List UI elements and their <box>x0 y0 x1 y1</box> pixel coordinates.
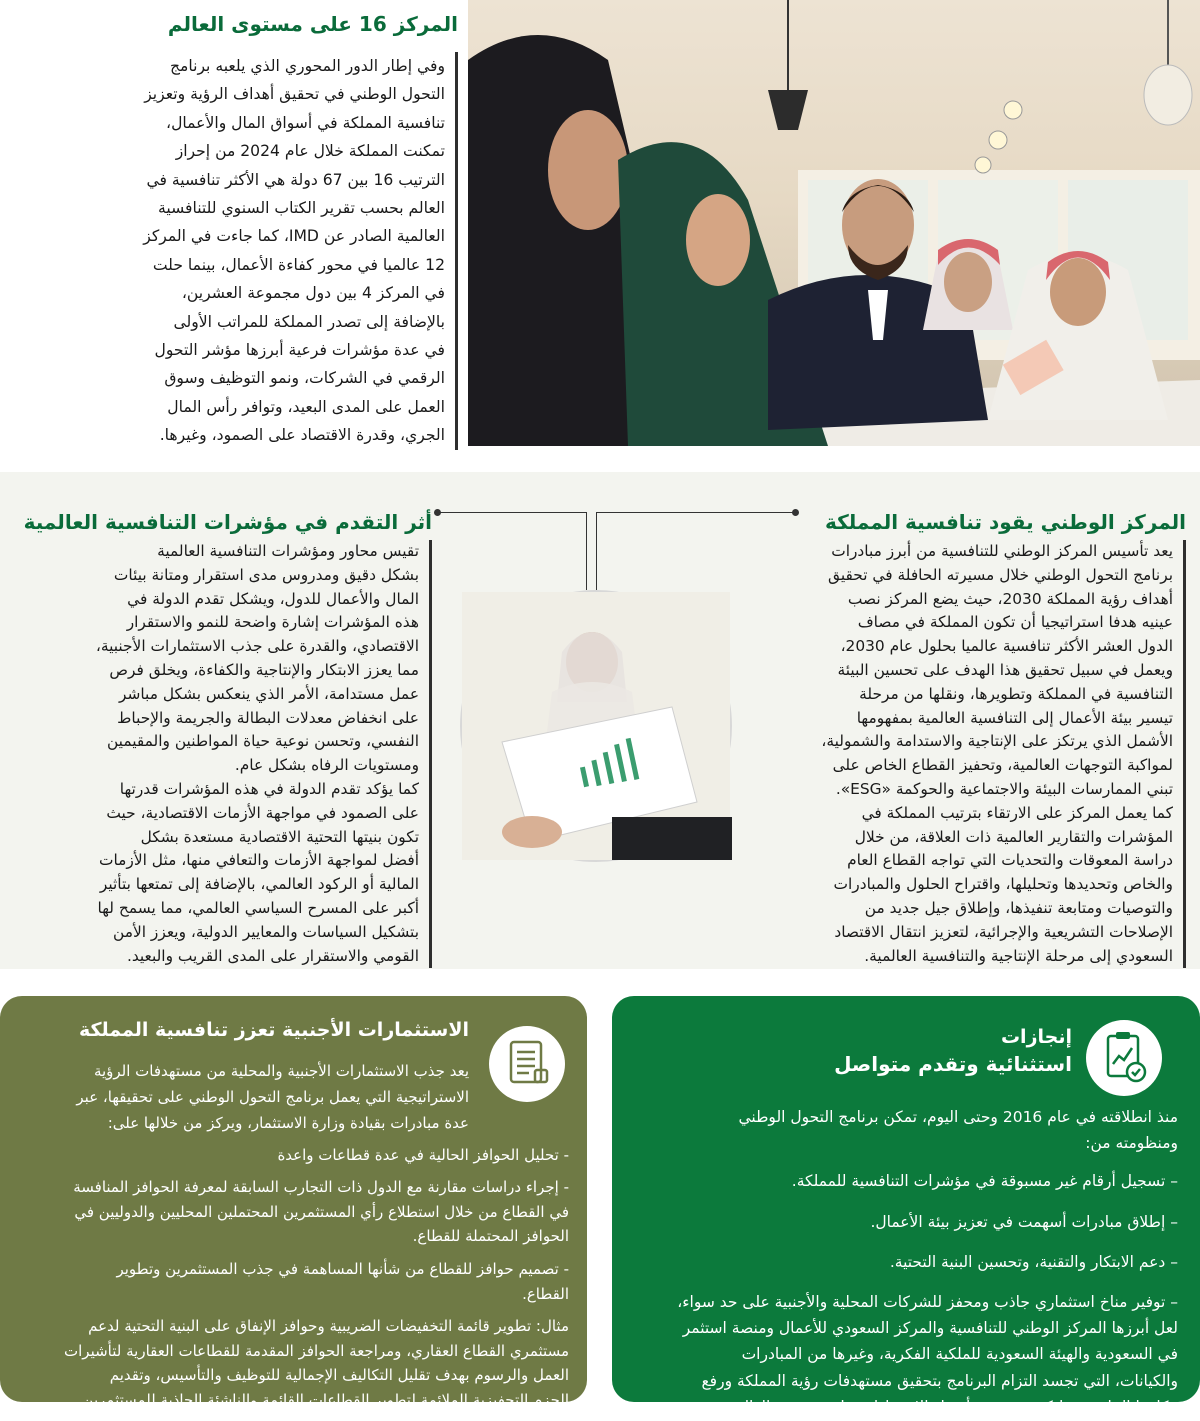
competitiveness-impact-line: أكبر على المسرح السياسي العالمي، مما يسمح لها <box>97 898 419 917</box>
national-center-line: لمواكبة التوجهات العالمية، وتحفيز القطاع الخاص على <box>832 756 1173 775</box>
rank-16-line: العمل على المدى البعيد، وتوافر رأس المال <box>167 397 445 416</box>
national-center-line: تيسير بيئة الأعمال إلى التنافسية العالمية بمفهومها <box>856 708 1173 727</box>
laptop <box>612 817 732 860</box>
foreign-investment-panel <box>0 996 587 1409</box>
rank-16-line: في عدة مؤشرات فرعية أبرزها مؤشر التحول <box>154 341 445 360</box>
national-center-line: أهداف رؤية المملكة 2030، حيث يضع المركز نصب <box>847 589 1173 608</box>
achievements-bullet: – دعم الابتكار والتقنية، وتحسين البنية التحتية. <box>889 1252 1178 1271</box>
achievements-panel <box>612 996 1200 1416</box>
competitiveness-impact-line: النفسي، وتحسن نوعية حياة المواطنين والمقيمين <box>106 732 419 751</box>
competitiveness-impact-line: المال والأعمال للدول، ويشكل تقدم الدولة في <box>127 589 419 608</box>
foreign-investment-item-line: العمل والرسوم بهدف تقليل التكاليف الإجمالية للتوظيف والتأسيس، وتقديم <box>109 1366 569 1385</box>
foreign-investment-item-line: مثال: تطوير قائمة التخفيضات الضريبية وحوافز الإنفاق على البنية التحتية لدعم <box>88 1317 569 1336</box>
foreign-investment-intro <box>17 1058 569 1137</box>
achievements-closing-line: في السعودية والهيئة السعودية للملكية الفكرية، وغيرها من المبادرات <box>741 1345 1178 1364</box>
national-center-line: تبني الممارسات البيئة والاجتماعية والحوكمة «ESG». <box>835 779 1173 798</box>
national-center-line: عينيه هدفا استراتيجيا أن تكون المملكة في مصاف <box>857 613 1173 632</box>
foreign-investment-intro-line: عدة مبادرات بقيادة وزارة الاستثمار، ويركز من خلالها على: <box>107 1114 469 1133</box>
rank-16-line: الجري، وقدرة الاقتصاد على الصمود، وغيرها. <box>159 426 445 445</box>
national-center-line: المؤشرات والتقارير العالمية ذات العلاقة، من خلال <box>854 827 1173 846</box>
competitiveness-impact-line: على انخفاض معدلات البطالة والجريمة والإحباط <box>117 708 419 727</box>
foreign-investment-intro-line: يعد جذب الاستثمارات الأجنبية والمحلية من مستهدفات الرؤية <box>93 1062 469 1080</box>
competitiveness-impact-line: ومستويات الرفاه بشكل عام. <box>234 756 419 775</box>
foreign-investment-item-line: في القطاع من خلال استطلاع رأي المستثمرين المحتملين المحليين والدوليين في <box>74 1202 569 1221</box>
foreign-investment-intro-line: الاستراتيجية التي يعمل برنامج التحول الوطني على تحقيقها، عبر <box>76 1088 469 1107</box>
competitiveness-impact-line: تقيس محاور ومؤشرات التنافسية العالمية <box>157 542 419 560</box>
achievements-title <box>834 1024 1072 1078</box>
achievements-bullets <box>630 1168 1178 1275</box>
national-center-line: والخاص وتحديدها وتحليلها، واقتراح الحلول والمبادرات <box>833 875 1173 894</box>
top-section <box>0 0 1200 472</box>
competitiveness-impact-line: عمل مستدامة، الأمر الذي ينعكس بشكل مباشر <box>118 684 419 703</box>
national-center-line: يعد تأسيس المركز الوطني للتنافسية من أبرز مبادرات <box>831 542 1173 560</box>
national-center-line: والتوصيات ومتابعة تنفيذها، وإطلاق جيل جديد من <box>864 898 1173 917</box>
competitiveness-impact-line: المالية أو الركود العالمي، بالإضافة إلى تمتعها بتأثير <box>99 875 419 894</box>
achievements-intro-2: ومنظومته من: <box>1085 1134 1178 1153</box>
connector-line-left <box>586 512 587 590</box>
achievements-closing-line: – توفير مناخ استثماري جاذب ومحفز للشركات المحلية والأجنبية على حد سواء، <box>677 1293 1178 1312</box>
national-center-line: كما يعمل المركز على الارتقاء بترتيب المملكة في <box>861 803 1173 822</box>
national-center-line: ويعمل في سبيل تحقيق هذا الهدف على تحسين البيئة <box>837 660 1173 679</box>
foreign-investment-item-line: الحوافز المحتملة للقطاع. <box>412 1227 569 1246</box>
rank-16-line: الرقمي في الشركات، ونمو التوظيف وسوق <box>164 369 445 388</box>
competitiveness-impact-article <box>14 508 432 968</box>
foreign-investment-item-line: الحزم التحفيزية الملائمة لتطوير القطاعات القائمة والناشئة الجاذبة للمستثمرين. <box>77 1390 569 1409</box>
achievements-bullet: – إطلاق مبادرات أسهمت في تعزيز بيئة الأعمال. <box>870 1212 1178 1231</box>
achievements-body <box>630 1104 1178 1420</box>
foreign-investment-item-line: - تحليل الحوافز الحالية في عدة قطاعات واعدة <box>277 1145 569 1164</box>
national-center-line: برنامج التحول الوطني خلال مسيرته الحافلة في تحقيق <box>828 565 1173 584</box>
clipboard-chart-icon <box>1086 1020 1162 1096</box>
achievements-closing-line: مكانتها التنافسية، لتكون من بين أفضل الاقتصادات على مستوى العالم. <box>729 1397 1178 1416</box>
foreign-investment-item-line: القطاع. <box>522 1284 569 1303</box>
achievements-closing-line: لعل أبرزها المركز الوطني للتنافسية والمركز السعودي للأعمال ومنصة استثمر <box>682 1319 1178 1338</box>
connector-line-right-h <box>596 512 796 513</box>
competitiveness-impact-line: القومي والاستقرار على المدى القريب والبعيد. <box>126 946 419 965</box>
foreign-investment-item <box>17 1143 569 1168</box>
competitiveness-impact-line: هذه المؤشرات إشارة واضحة للنمو والاستقرار <box>126 613 419 632</box>
achievements-closing-line: والكيانات، التي تجسد التزام البرنامج بتحقيق مستهدفات رؤية المملكة ورفع <box>701 1371 1178 1390</box>
foreign-investment-title: الاستثمارات الأجنبية تعزز تنافسية المملكة <box>78 1019 469 1041</box>
national-center-line: الدول العشر الأكثر تنافسية عالميا بحلول عام 2030، <box>840 637 1173 656</box>
pendant-lamp <box>768 90 808 130</box>
national-center-line: الأشمل الذي يرتكز على الإنتاجية والاستدامة والشمولية، <box>821 732 1173 751</box>
competitiveness-impact-line: مما يعزز الابتكار والإنتاجية والكفاءة، ويخلق فرص <box>109 660 419 679</box>
national-center-article <box>754 508 1186 968</box>
rank-16-line: الترتيب 16 بين 67 دولة هي الأكثر تنافسية في <box>146 170 445 189</box>
competitiveness-impact-line: تكون بنيتها التحتية الاقتصادية مستعدة بشكل <box>140 827 419 846</box>
circle-photo-illustration <box>462 592 730 860</box>
competitiveness-impact-heading: أثر التقدم في مؤشرات التنافسية العالمية <box>23 510 432 534</box>
rank-16-line: 12 عالميا في محور كفاءة الأعمال، بينما حلت <box>152 255 445 274</box>
rank-16-line: بالإضافة إلى تصدر المملكة للمراتب الأولى <box>173 312 445 331</box>
connector-line-left-h <box>438 512 586 513</box>
national-center-body <box>754 540 1186 968</box>
foreign-investment-title-wrap <box>79 1016 469 1044</box>
rank-16-line: العالمية الصادر عن IMD، كما جاءت في المركز <box>143 227 445 246</box>
national-center-line: السعودي إلى مرحلة الإنتاجية والتنافسية العالمية. <box>864 946 1173 965</box>
foreign-investment-items <box>17 1143 569 1413</box>
rank-16-line: في المركز 4 بين دول مجموعة العشرين، <box>181 284 445 303</box>
national-center-line: دراسة المعوقات والتحديات التي تواجه القطاع العام <box>847 851 1173 870</box>
competitiveness-impact-line: كما يؤكد تقدم الدولة في هذه المؤشرات قدرتها <box>119 779 419 798</box>
rank-16-line: العالم بحسب تقرير الكتاب السنوي للتنافسية <box>158 199 445 218</box>
rank-16-line: التحول الوطني في تحقيق أهداف الرؤية وتعزيز <box>144 85 445 104</box>
national-center-line: التنافسية في المملكة وتطويرها، ونقلها من مرحلة <box>859 684 1173 703</box>
competitiveness-impact-line: الاقتصادي، والقدرة على جذب الاستثمارات الأجنبية، <box>95 637 419 656</box>
achievements-intro-1: منذ انطلاقته في عام 2016 وحتى اليوم، تمكن برنامج التحول الوطني <box>738 1108 1178 1126</box>
competitiveness-impact-line: على الصمود في مواجهة الأزمات الاقتصادية، حيث <box>106 803 419 822</box>
competitiveness-impact-line: بشكل دقيق ومدروس مدى استقرار ومتانة بيئات <box>113 565 419 584</box>
circle-photo <box>460 590 732 862</box>
connector-line-right <box>596 512 597 590</box>
achievements-closing <box>630 1289 1178 1420</box>
achievements-title-line2: استثنائية وتقدم متواصل <box>834 1052 1072 1076</box>
meeting-photo <box>468 0 1200 446</box>
foreign-investment-item-line: مستثمري القطاع العقاري، ومراجعة الحوافز المقدمة للقطاعات العقارية لتأشيرات <box>64 1341 569 1360</box>
achievements-bullet: – تسجيل أرقام غير مسبوقة في مؤشرات التنافسية للمملكة. <box>791 1172 1178 1191</box>
competitiveness-impact-line: أفضل لمواجهة الأزمات والتعافي منها، مثل الأزمات <box>98 851 419 870</box>
achievements-title-line1: إنجازات <box>1000 1026 1072 1048</box>
foreign-investment-body <box>17 1056 569 1421</box>
foreign-investment-item-line: - إجراء دراسات مقارنة مع الدول ذات التجارب السابقة لمعرفة الحوافز المنافسة <box>73 1178 569 1197</box>
rank-16-body <box>0 52 458 450</box>
foreign-investment-item <box>17 1175 569 1249</box>
foreign-investment-item <box>17 1257 569 1306</box>
rank-16-line: تمكنت المملكة خلال عام 2024 من إحراز <box>175 142 445 161</box>
national-center-line: الإصلاحات التشريعية والإجرائية، لتعزيز انتقال الاقتصاد <box>834 922 1173 941</box>
competitiveness-impact-body <box>14 540 432 968</box>
rank-16-heading: المركز 16 على مستوى العالم <box>167 12 458 36</box>
connector-dot-right <box>792 509 799 516</box>
competitiveness-impact-line: بتشكيل السياسات والمعايير الدولية، ويعزز الأمن <box>113 922 419 941</box>
connector-dot-left <box>434 509 441 516</box>
rank-16-line: وفي إطار الدور المحوري الذي يلعبه برنامج <box>169 57 445 75</box>
foreign-investment-item-line: - تصميم حوافز للقطاع من شأنها المساهمة في جذب المستثمرين وتطوير <box>116 1259 569 1278</box>
rank-16-line: تنافسية المملكة في أسواق المال والأعمال، <box>166 113 445 132</box>
meeting-photo-illustration <box>468 0 1200 446</box>
national-center-heading: المركز الوطني يقود تنافسية المملكة <box>824 510 1186 534</box>
foreign-investment-item <box>17 1314 569 1412</box>
rank-16-article <box>0 10 462 450</box>
